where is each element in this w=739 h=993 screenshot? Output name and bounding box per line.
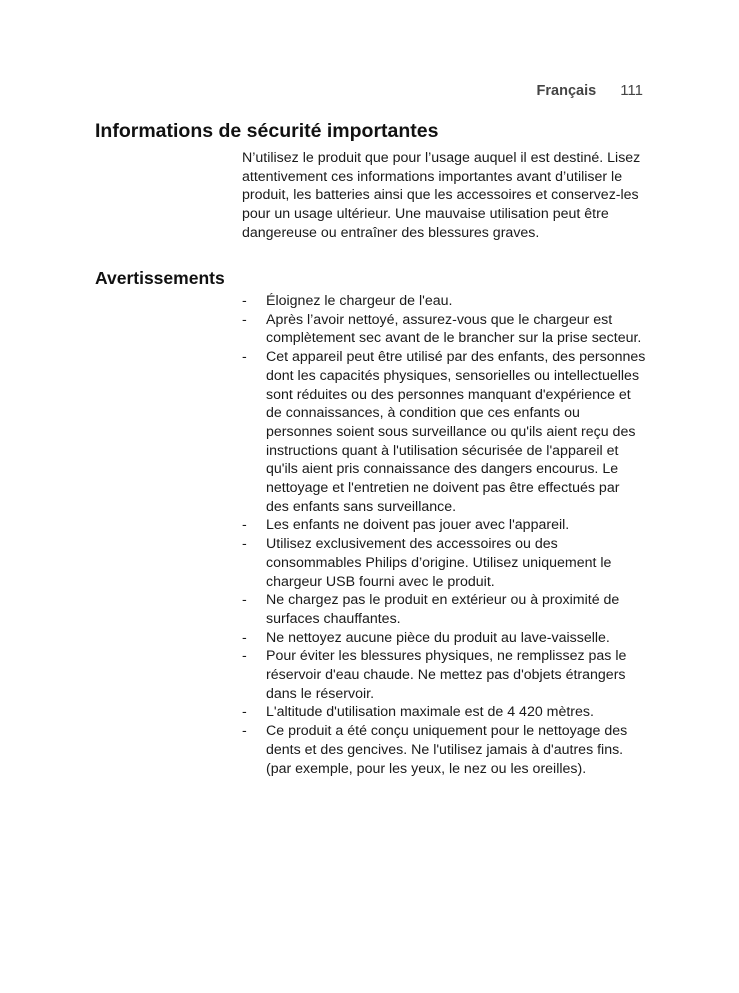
page-number: 111 — [620, 82, 643, 99]
bullet-dash: - — [242, 293, 247, 309]
bullet-dash: - — [242, 349, 247, 366]
warning-item — [242, 722, 646, 778]
bullet-dash: - — [242, 648, 247, 665]
bullet-dash: - — [242, 723, 247, 740]
warning-text: Éloignez le chargeur de l'eau. — [266, 293, 453, 309]
warning-item — [242, 703, 646, 722]
warning-text: Après l’avoir nettoyé, assurez-vous que le chargeur est complètement sec avant de le brancher sur la prise secteur. — [266, 311, 642, 347]
warning-item — [242, 591, 646, 628]
bullet-dash: - — [242, 311, 247, 328]
warnings-heading: Avertissements — [95, 268, 225, 288]
bullet-dash: - — [242, 629, 247, 646]
warning-text: Cet appareil peut être utilisé par des enfants, des personnes dont les capacités physiques, sensorielles ou intellectuelles sont réduites ou des personnes manquant d'expérience et de connaissances, à condition que ces enfants ou personnes soient sous surveillance ou qu'ils aient reçu des instructions quant à l'utilisation sécurisée de l'appareil et qu'ils aient pris connaissance des dangers encourus. Le nettoyage et l'entretien ne doivent pas être effectués par des enfants sans surveillance. — [266, 349, 646, 515]
warning-item — [242, 647, 646, 703]
warning-item — [242, 516, 646, 535]
warning-text: Ce produit a été conçu uniquement pour le nettoyage des dents et des gencives. Ne l'utilisez jamais à d'autres fins. (par exemple, pour les yeux, le nez ou les oreilles). — [266, 723, 628, 777]
page-header — [537, 82, 643, 99]
warning-text: Ne nettoyez aucune pièce du produit au lave-vaisselle. — [266, 629, 610, 646]
warning-text: Pour éviter les blessures physiques, ne remplissez pas le réservoir d'eau chaude. Ne mettez pas d'objets étrangers dans le réservoir. — [266, 648, 627, 702]
warning-item — [242, 535, 646, 591]
language-label: Français — [536, 83, 597, 99]
warning-item — [242, 348, 646, 516]
section-title: Informations de sécurité importantes — [95, 120, 439, 142]
warnings-list — [242, 292, 646, 778]
bullet-dash: - — [242, 592, 247, 609]
warning-text: Utilisez exclusivement des accessoires ou des consommables Philips d’origine. Utilisez uniquement le chargeur USB fourni avec le produit. — [266, 536, 612, 590]
warning-text: Ne chargez pas le produit en extérieur ou à proximité de surfaces chauffantes. — [266, 592, 620, 627]
bullet-dash: - — [242, 517, 247, 534]
bullet-dash: - — [242, 704, 247, 721]
bullet-dash: - — [242, 536, 247, 553]
intro-paragraph: N’utilisez le produit que pour l’usage auquel il est destiné. Lisez attentivement ces informations importantes avant d’utiliser le produit, les batteries ainsi que les accessoires et conservez-les pour un usage ultérieur. Une mauvaise utilisation peut être dangereuse ou entraîner des blessures graves. — [242, 150, 641, 241]
warning-text: L'altitude d'utilisation maximale est de 4 420 mètres. — [266, 704, 594, 721]
warning-item — [242, 311, 646, 348]
warning-item — [242, 629, 646, 648]
warning-text: Les enfants ne doivent pas jouer avec l'appareil. — [266, 517, 570, 534]
warning-item — [242, 292, 646, 311]
